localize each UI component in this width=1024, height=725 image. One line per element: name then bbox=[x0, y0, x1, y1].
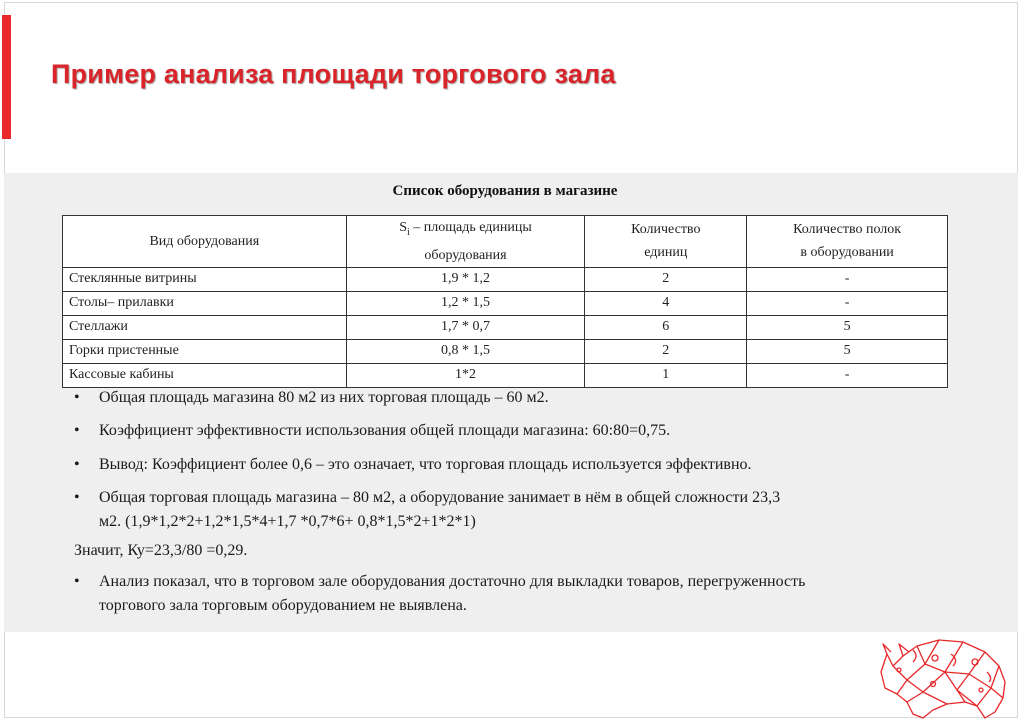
bullet-marker: • bbox=[74, 573, 80, 590]
table-row bbox=[63, 363, 948, 387]
cell-equipment-name: Столы– прилавки bbox=[63, 291, 347, 315]
cell-equipment-name: Горки пристенные bbox=[63, 339, 347, 363]
header-shelf-count: Количество полок в оборудовании bbox=[747, 216, 948, 268]
cell-unit-area: 0,8 * 1,5 bbox=[346, 339, 585, 363]
table-row bbox=[63, 291, 948, 315]
cell-shelf-count: - bbox=[747, 363, 948, 387]
rhino-logo-icon bbox=[873, 632, 1015, 720]
bullet-marker: • bbox=[74, 489, 80, 506]
cell-shelf-count: 5 bbox=[747, 315, 948, 339]
cell-unit-area: 1,2 * 1,5 bbox=[346, 291, 585, 315]
table-row bbox=[63, 315, 948, 339]
cell-unit-area: 1*2 bbox=[346, 363, 585, 387]
table-row bbox=[63, 267, 948, 291]
rhino-logo bbox=[873, 632, 1015, 720]
cell-unit-count: 2 bbox=[585, 267, 747, 291]
bullet-text: Коэффициент эффективности использования общей площади магазина: 60:80=0,75. bbox=[99, 422, 671, 439]
equipment-table bbox=[62, 215, 948, 388]
bullet-text: Анализ показал, что в торговом зале оборудования достаточно для выкладки товаров, перегруженность торгового зала торговым оборудованием не выявлена. bbox=[99, 573, 806, 614]
bullet-text: Общая торговая площадь магазина – 80 м2, а оборудование занимает в нём в общей сложности 23,3 м2. (1,9*1,2*2+1,2*1,5*4+1,7 *0,7*6+ 0,8*1,5*2+1*2*1) bbox=[99, 489, 781, 530]
cell-unit-count: 6 bbox=[585, 315, 747, 339]
cell-unit-area: 1,7 * 0,7 bbox=[346, 315, 585, 339]
cell-unit-count: 2 bbox=[585, 339, 747, 363]
header-equipment-type: Вид оборудования bbox=[63, 216, 347, 268]
cell-shelf-count: - bbox=[747, 267, 948, 291]
cell-shelf-count: 5 bbox=[747, 339, 948, 363]
cell-equipment-name: Кассовые кабины bbox=[63, 363, 347, 387]
bullet-marker: • bbox=[74, 422, 80, 439]
table-header-row bbox=[63, 216, 948, 268]
cell-shelf-count: - bbox=[747, 291, 948, 315]
table-caption: Список оборудования в магазине bbox=[392, 183, 618, 199]
cell-equipment-name: Стеклянные витрины bbox=[63, 267, 347, 291]
accent-bar bbox=[2, 15, 11, 139]
cell-unit-area: 1,9 * 1,2 bbox=[346, 267, 585, 291]
table-row bbox=[63, 339, 948, 363]
cell-equipment-name: Стеллажи bbox=[63, 315, 347, 339]
header-unit-area: $S_i$ – площадь единицы оборудования bbox=[346, 216, 585, 268]
header-unit-count: Количество единиц bbox=[585, 216, 747, 268]
bullet-marker: • bbox=[74, 456, 80, 473]
bullet-marker: • bbox=[74, 389, 80, 406]
conclusion-text: Значит, Ку=23,3/80 =0,29. bbox=[74, 542, 248, 559]
bullet-text: Общая площадь магазина 80 м2 из них торговая площадь – 60 м2. bbox=[99, 389, 549, 406]
slide-title: Пример анализа площади торгового зала bbox=[51, 59, 616, 89]
bullet-text: Вывод: Коэффициент более 0,6 – это означает, что торговая площадь используется эффективно. bbox=[99, 456, 752, 473]
cell-unit-count: 1 bbox=[585, 363, 747, 387]
cell-unit-count: 4 bbox=[585, 291, 747, 315]
